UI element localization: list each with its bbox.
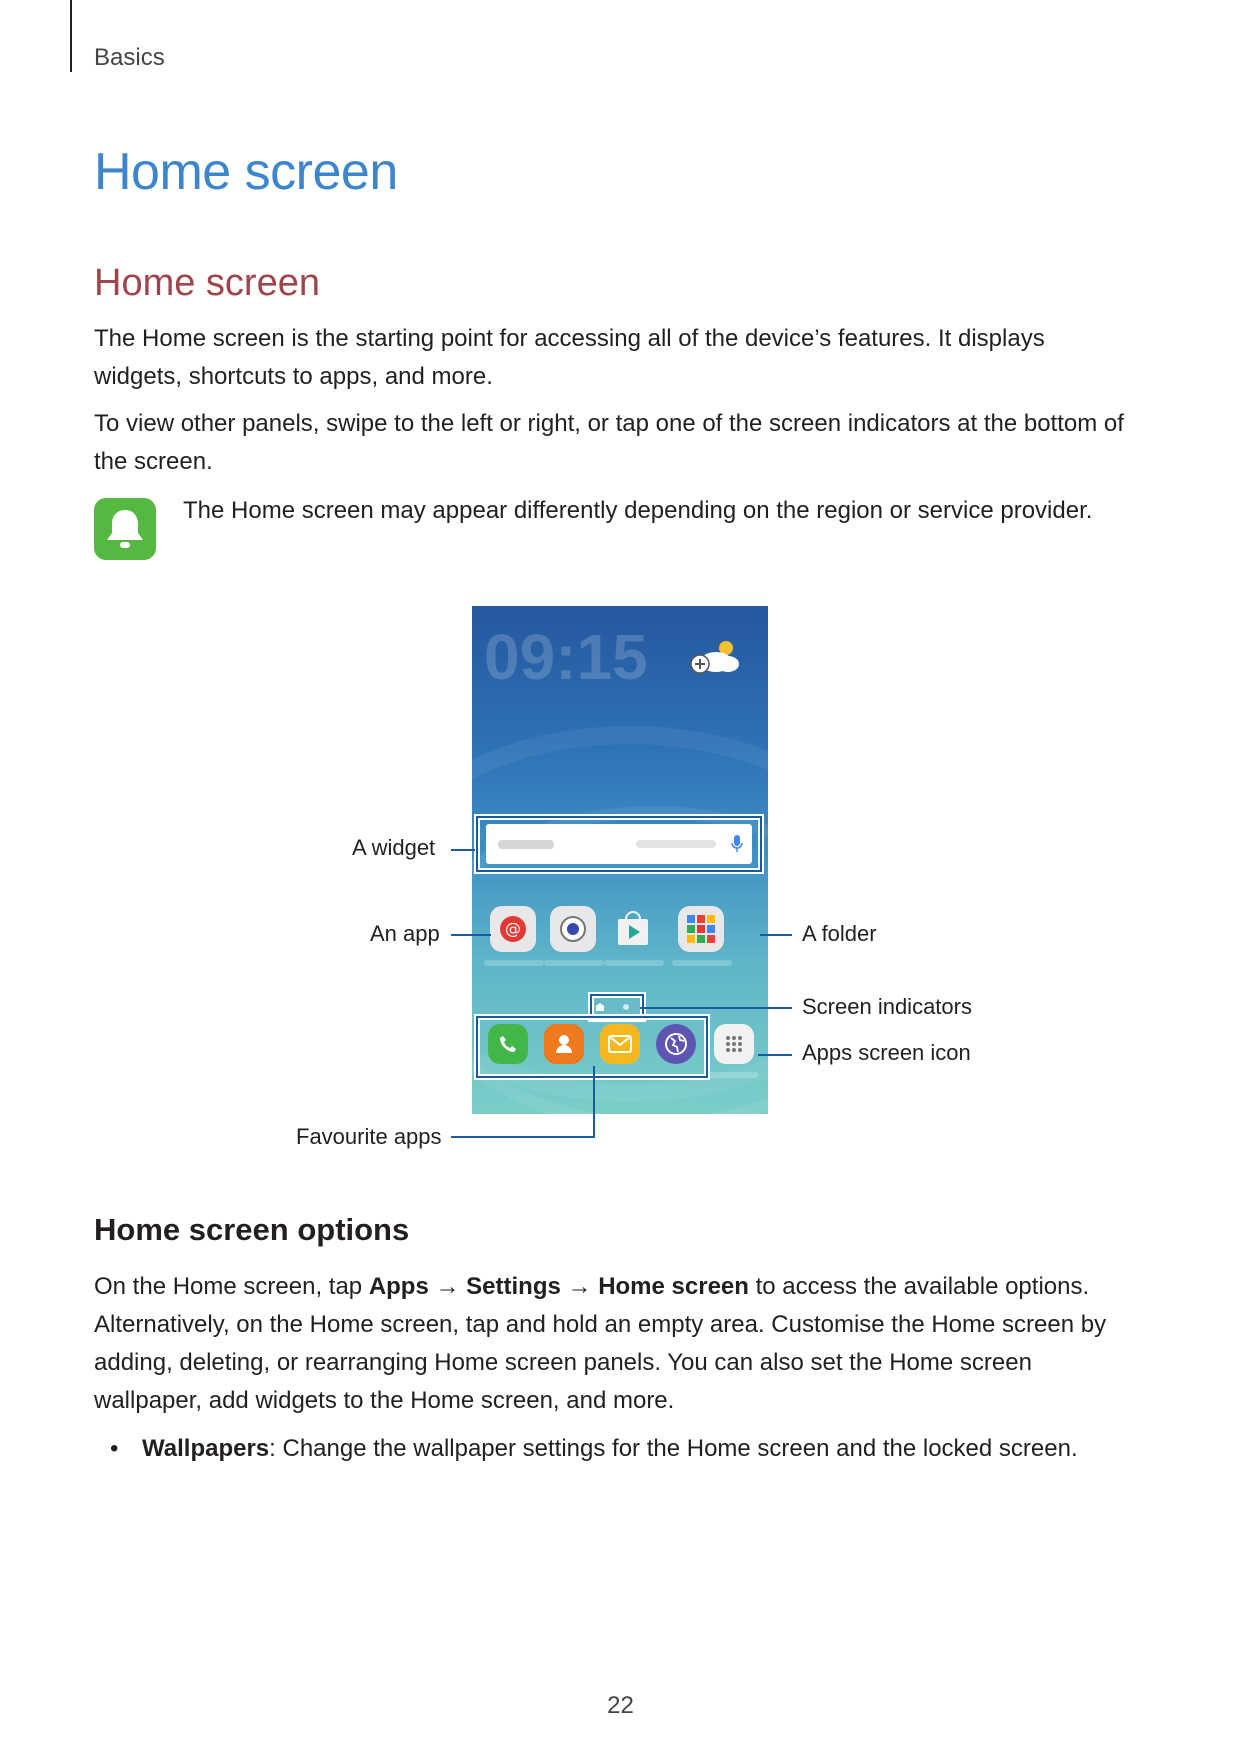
intro-paragraph-2: To view other panels, swipe to the left or right, or tap one of the screen indicators at the bottom of the screen. [94, 410, 1124, 475]
callout-favourites: Favourite apps [296, 1124, 442, 1149]
callout-folder: A folder [802, 921, 877, 946]
options-heading: Home screen options [94, 1212, 410, 1247]
bullet-marker: • [110, 1435, 119, 1462]
list-item: Wallpapers: Change the wallpaper settings for the Home screen and the locked screen. [142, 1435, 1078, 1462]
page-number: 22 [607, 1692, 634, 1719]
intro-paragraph-1: The Home screen is the starting point for accessing all of the device’s features. It displays widgets, shortcuts to apps, and more. [94, 325, 1045, 390]
callout-app: An app [370, 921, 440, 946]
section-title: Home screen [94, 262, 320, 304]
clock-widget: 09:15 [484, 621, 648, 693]
callout-widget: A widget [352, 835, 436, 860]
email-app-icon[interactable] [490, 906, 536, 952]
note-text: The Home screen may appear differently depending on the region or service provider. [183, 497, 1093, 524]
camera-app-icon[interactable] [550, 906, 596, 952]
weather-widget-icon[interactable] [686, 636, 746, 676]
callout-apps-icon: Apps screen icon [802, 1040, 971, 1065]
apps-grid-icon[interactable] [714, 1024, 754, 1064]
play-store-app-icon[interactable] [610, 906, 656, 952]
home-screen-illustration [472, 606, 768, 1114]
page-title: Home screen [94, 143, 398, 201]
corner-mark [70, 0, 72, 72]
widget-highlight [476, 816, 762, 872]
callout-indicators: Screen indicators [802, 994, 972, 1019]
google-folder-icon[interactable] [678, 906, 724, 952]
bell-note-icon [94, 498, 156, 560]
favourites-highlight [476, 1016, 708, 1078]
section-label: Basics [94, 44, 165, 71]
options-paragraph: On the Home screen, tap Apps → Settings → Home screen to access the available options. Alternatively, on the Home screen, tap and hold an empty area. Customise the Home screen by adding, deleting, or rearranging Home screen panels. You can also set the Home screen wallpaper, add widgets to the Home screen, and more. [94, 1273, 1107, 1414]
svg-text:@: @ [505, 919, 521, 938]
